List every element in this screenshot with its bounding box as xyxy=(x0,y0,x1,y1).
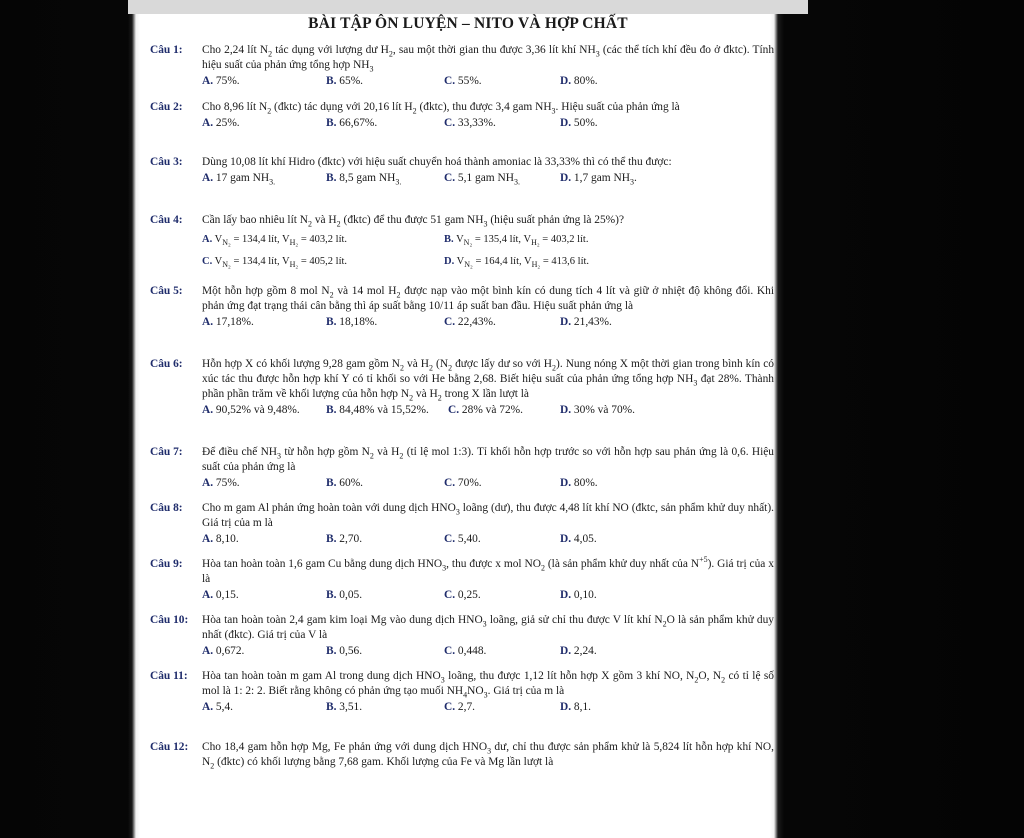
option-d: D. 1,7 gam $NH_3$. xyxy=(560,172,637,187)
option-a: A. 90,52% và 9,48%. xyxy=(202,404,300,416)
option-c: C. 33,33%. xyxy=(444,117,496,129)
question-7 xyxy=(150,445,775,491)
question-5 xyxy=(150,284,774,330)
question-number: Câu 3: xyxy=(150,156,183,168)
question-10 xyxy=(150,613,774,659)
question-number: Câu 1: xyxy=(150,44,183,56)
answer-options xyxy=(202,403,774,418)
answer-options xyxy=(202,700,774,715)
option-b: B. $V_{N_2} = 135,4$ lít, $V_{H_2} = 403,2$ lít. xyxy=(444,234,589,248)
question-number: Câu 5: xyxy=(150,285,183,297)
option-c: C. 28% và 72%. xyxy=(448,404,523,416)
option-a: A. 75%. xyxy=(202,477,240,489)
question-number: Câu 4: xyxy=(150,214,183,226)
option-d: D. 2,24. xyxy=(560,645,597,657)
question-number: Câu 9: xyxy=(150,558,183,570)
option-a: A. 75%. xyxy=(202,75,240,87)
option-a: A. 0,672. xyxy=(202,645,245,657)
option-d: D. $V_{N_2} = 164,4$ lít, $V_{H_2} = 413,6$ lít. xyxy=(444,256,590,270)
option-b: B. 2,70. xyxy=(326,533,363,545)
question-text: Một hỗn hợp gồm 8 mol $N_2$ và 14 mol $H_2$ được nạp vào một bình kín có dung tích 4 lít và giữ ở nhiệt độ không đổi. Khi phản ứng đạt trạng thái cân bằng thì áp suất bằng 10/11 áp suất ban đầu. Hiệu suất phản ứng là xyxy=(202,285,774,312)
option-c: C. 0,25. xyxy=(444,589,481,601)
option-b: B. 8,5 gam $NH_{3.}$ xyxy=(326,172,402,187)
option-d: D. 80%. xyxy=(560,75,598,87)
option-b: B. 84,48% và 15,52%. xyxy=(326,404,429,416)
window-top-bar xyxy=(128,0,808,14)
question-3 xyxy=(150,155,774,187)
question-text: Cho 2,24 lít $N_2$ tác dụng với lượng dư $H_2$, sau một thời gian thu được 3,36 lít khí $NH_3$ (các thể tích khí đều đo ở đktc). Tính hiệu suất của phản ứng tổng hợp $NH_3$ xyxy=(202,44,775,74)
question-text: Cho 8,96 lít $N_2$ (đktc) tác dụng với 20,16 lít $H_2$ (đktc), thu được 3,4 gam $NH_3$. Hiệu suất của phản ứng là xyxy=(202,101,680,116)
option-b: B. 3,51. xyxy=(326,701,363,713)
option-a: A. 0,15. xyxy=(202,589,239,601)
option-b: B. 66,67%. xyxy=(326,117,378,129)
option-c: C. 55%. xyxy=(444,75,482,87)
answer-options xyxy=(202,254,774,272)
question-4 xyxy=(150,213,774,272)
option-a: A. 8,10. xyxy=(202,533,239,545)
document-page xyxy=(148,14,775,838)
question-number: Câu 10: xyxy=(150,614,189,626)
option-a: A. 17,18%. xyxy=(202,316,254,328)
option-d: D. 8,1. xyxy=(560,701,592,713)
question-11 xyxy=(150,669,774,715)
option-b: B. 60%. xyxy=(326,477,364,489)
answer-options xyxy=(202,171,774,186)
option-d: D. 80%. xyxy=(560,477,598,489)
question-12 xyxy=(150,740,774,771)
option-c: C. 0,448. xyxy=(444,645,487,657)
option-d: D. 4,05. xyxy=(560,533,597,545)
option-d: D. 0,10. xyxy=(560,589,597,601)
question-9 xyxy=(150,555,774,603)
option-b: B. 18,18%. xyxy=(326,316,378,328)
option-c: C. $V_{N_2} = 134,4$ lít, $V_{H_2} = 405,2$ lít. xyxy=(202,256,348,270)
question-text: Để điều chế $NH_3$ từ hỗn hợp gồm $N_2$ và $H_2$ (tỉ lệ mol 1:3). Tỉ khối hỗn hợp trước so với hỗn hợp sau phản ứng là 0,6. Hiệu suất của phản ứng là xyxy=(202,446,775,473)
question-number: Câu 11: xyxy=(150,670,188,682)
option-a: A. $V_{N_2} = 134,4$ lít, $V_{H_2} = 403,2$ lít. xyxy=(202,234,348,248)
question-text: Cho 18,4 gam hỗn hợp Mg, Fe phản ứng với dung dịch $HNO_3$ dư, chỉ thu được sản phẩm khử là 5,824 lít hỗn hợp khí NO, $N_2$ (đktc) có khối lượng bằng 7,68 gam. Khối lượng của Fe và Mg lần lượt là xyxy=(202,741,774,771)
option-c: C. 2,7. xyxy=(444,701,476,713)
option-d: D. 50%. xyxy=(560,117,598,129)
question-text: Dùng 10,08 lít khí Hidro (đktc) với hiệu suất chuyển hoá thành amoniac là 33,33% thì có thể thu được: xyxy=(202,156,672,168)
option-b: B. 0,05. xyxy=(326,589,363,601)
question-2 xyxy=(150,100,774,131)
answer-options xyxy=(202,476,774,491)
question-8 xyxy=(150,501,774,547)
option-c: C. 5,40. xyxy=(444,533,481,545)
option-a: A. 17 gam $NH_{3.}$ xyxy=(202,172,276,187)
question-text: Hòa tan hoàn toàn 2,4 gam kim loại Mg vào dung dịch $HNO_3$ loãng, giả sử chỉ thu được V lít khí $N_2O$ là sản phẩm khử duy nhất (đktc). Giá trị của V là xyxy=(202,614,774,641)
option-d: D. 21,43%. xyxy=(560,316,612,328)
page-title: BÀI TẬP ÔN LUYỆN – NITO VÀ HỢP CHẤT xyxy=(308,15,628,32)
question-text: Hỗn hợp X có khối lượng 9,28 gam gồm $N_2$ và $H_2$ ($N_2$ được lấy dư so với $H_2$). Nung nóng X một thời gian trong bình kín có xúc tác thu được hỗn hợp khí Y có tỉ khối so với He bằng 2,68. Biết hiệu suất của phản ứng tổng hợp $NH_3$ đạt 28%. Thành phần phần trăm về khối lượng của hỗn hợp $N_2$ và $H_2$ trong X lần lượt là xyxy=(202,358,774,403)
question-number: Câu 6: xyxy=(150,358,183,370)
option-c: C. 5,1 gam $NH_{3.}$ xyxy=(444,172,520,187)
answer-options xyxy=(202,232,774,250)
answer-options xyxy=(202,588,774,603)
answer-options xyxy=(202,315,774,330)
option-d: D. 30% và 70%. xyxy=(560,404,635,416)
question-number: Câu 7: xyxy=(150,446,183,458)
option-b: B. 0,56. xyxy=(326,645,363,657)
question-number: Câu 8: xyxy=(150,502,183,514)
answer-options xyxy=(202,644,774,659)
question-text: Hòa tan hoàn toàn 1,6 gam Cu bằng dung dịch $HNO_3$, thu được x mol $NO_2$ (là sản phẩm khử duy nhất của $N^{+5}$). Giá trị của x là xyxy=(202,555,774,585)
question-text: Hòa tan hoàn toàn m gam Al trong dung dịch $HNO_3$ loãng, thu được 1,12 lít hỗn hợp X gồm 3 khí NO, $N_2O$, $N_2$ có tỉ lệ số mol là 1: 2: 2. Biết rằng không có phản ứng tạo muối $NH_4NO_3$. Giá trị của m là xyxy=(202,670,774,700)
question-number: Câu 12: xyxy=(150,741,189,753)
option-c: C. 22,43%. xyxy=(444,316,496,328)
answer-options xyxy=(202,74,774,89)
question-number: Câu 2: xyxy=(150,101,183,113)
option-a: A. 25%. xyxy=(202,117,240,129)
option-a: A. 5,4. xyxy=(202,701,234,713)
question-text: Cho m gam Al phản ứng hoàn toàn với dung dịch $HNO_3$ loãng (dư), thu được 4,48 lít khí NO (đktc, sản phẩm khử duy nhất). Giá trị của m là xyxy=(202,502,774,529)
option-b: B. 65%. xyxy=(326,75,364,87)
question-1 xyxy=(150,43,775,89)
question-6 xyxy=(150,357,774,418)
option-c: C. 70%. xyxy=(444,477,482,489)
question-text: Cần lấy bao nhiêu lít $N_2$ và $H_2$ (đktc) để thu được 51 gam $NH_3$ (hiệu suất phản ứng là 25%)? xyxy=(202,214,625,229)
answer-options xyxy=(202,532,774,547)
answer-options xyxy=(202,116,774,131)
